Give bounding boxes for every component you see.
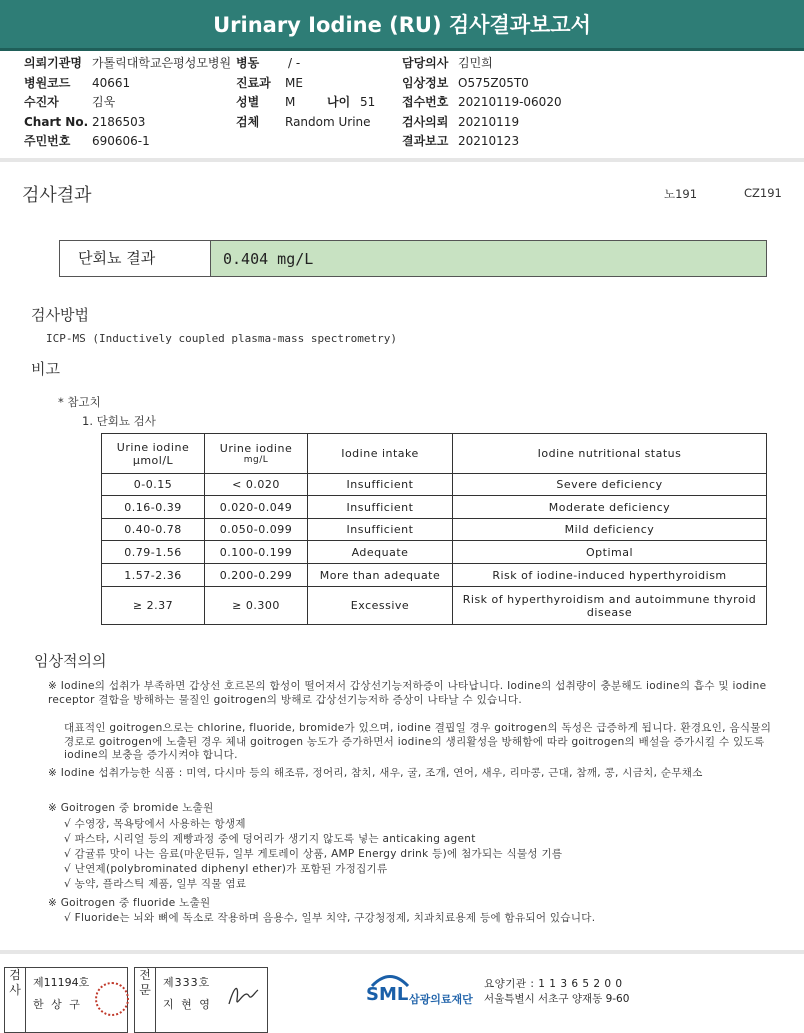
method-title: 검사방법 [31, 306, 89, 324]
header-mg [205, 434, 308, 474]
table-row [102, 496, 767, 519]
cell: < 0.020 [205, 474, 308, 496]
table-header-row [102, 434, 767, 474]
hospital-code-value: 40661 [92, 75, 131, 90]
header-umol [102, 434, 205, 474]
header-status: Iodine nutritional status [453, 434, 767, 474]
report-date-label: 결과보고 [402, 134, 449, 148]
cell: Excessive [308, 587, 453, 625]
request-date-label: 검사의뢰 [402, 114, 449, 129]
header-intake: Iodine intake [308, 434, 453, 474]
cell: Severe deficiency [453, 474, 767, 496]
list-item: √ 농약, 플라스틱 제품, 일부 직물 염료 [64, 878, 247, 890]
specimen-label: 검체 [236, 114, 260, 129]
info-col-3 [402, 54, 562, 152]
bromide-title: ※ Goitrogen 중 bromide 노출원 [48, 802, 214, 814]
cell: Insufficient [308, 496, 453, 519]
patient-value: 김욱 [92, 95, 116, 109]
physician-value: 김민희 [458, 56, 493, 70]
table-row [102, 587, 767, 625]
clinical-info-value: O575Z05T0 [458, 75, 529, 90]
table-row [102, 474, 767, 496]
divider [0, 158, 804, 162]
result-label: 단회뇨 결과 [60, 241, 211, 276]
signature-box-2-label: 전문 [135, 968, 156, 1032]
id-label: 주민번호 [24, 134, 71, 148]
address: 서울특별시 서초구 양재동 9-60 [484, 993, 630, 1005]
logo-text: SML [366, 984, 409, 1005]
footer-divider [0, 950, 804, 954]
list-item: √ 파스타, 시리얼 등의 제빵과정 중에 덩어리가 생기지 않도록 넣는 anticaking agent [64, 833, 476, 845]
report-title: Urinary Iodine (RU) 검사결과보고서 [0, 0, 804, 51]
age-label: 나이 [327, 95, 351, 109]
request-date-value: 20210119 [458, 114, 520, 129]
accession-label: 접수번호 [402, 95, 449, 109]
clinical-title: 임상적의의 [34, 652, 107, 670]
cell: Optimal [453, 541, 767, 564]
signature-box-1-name: 한 상 구 [33, 998, 82, 1011]
header-umol-line1: Urine iodine [116, 440, 190, 454]
remarks-title: 비고 [31, 360, 60, 378]
cell: 0.050-0.099 [205, 519, 308, 541]
cell: 0.79-1.56 [102, 541, 205, 564]
signature-box-2-number: 제333호 [163, 976, 211, 989]
bromide-list [64, 817, 562, 892]
ward-value: / - [288, 56, 301, 70]
result-value: 0.404 mg/L [211, 241, 766, 276]
chart-label: Chart No. [24, 114, 89, 129]
dept-value: ME [285, 75, 303, 90]
clinical-paragraph-2: 대표적인 goitrogen으로는 chlorine, fluoride, bromide가 있으며, iodine 결핍일 경우 goitrogen의 독성은 급증하게 됩니다. 환경요인, 음식물의 경로로 goitrogen에 노출된 경우 체내 goitrogen 농도가 증가하면서 iodine의 생리활성을 방해함에 따라 goitrogen의 배설을 증가시킬 수 있도록 iodine의 보충을 증가시켜야 합니다. [64, 722, 772, 761]
signature-box-1-number: 제11194호 [33, 976, 90, 989]
report-date-value: 20210123 [458, 134, 520, 148]
cell: 0.020-0.049 [205, 496, 308, 519]
institution-label: 의뢰기관명 [24, 56, 82, 70]
dept-label: 진료과 [236, 75, 271, 90]
list-item: √ 감귤류 맛이 나는 음료(마운틴듀, 일부 게토레이 상품, AMP Energy drink 등)에 첨가되는 식물성 기름 [64, 848, 563, 860]
table-row [102, 564, 767, 587]
clinical-info-label: 임상정보 [402, 75, 449, 90]
signature-box-1 [4, 967, 128, 1033]
accession-value: 20210119-06020 [458, 95, 562, 109]
cell: ≥ 2.37 [102, 587, 205, 625]
company-name: 삼광의료재단 [409, 993, 473, 1006]
signature-box-1-label: 검사 [5, 968, 26, 1032]
reference-table [101, 433, 767, 625]
cell: Moderate deficiency [453, 496, 767, 519]
cell: ≥ 0.300 [205, 587, 308, 625]
sex-value: M [285, 95, 296, 109]
cell: Insufficient [308, 474, 453, 496]
cell: 0.40-0.78 [102, 519, 205, 541]
info-col-1 [24, 54, 231, 152]
cell: 0-0.15 [102, 474, 205, 496]
table-row [102, 519, 767, 541]
cell: More than adequate [308, 564, 453, 587]
code-2: CZ191 [744, 186, 782, 200]
fluoride-list [64, 912, 595, 926]
footer [0, 963, 804, 1031]
cell: 0.200-0.299 [205, 564, 308, 587]
signature-box-2 [134, 967, 268, 1033]
id-value: 690606-1 [92, 134, 150, 148]
list-item: √ Fluoride는 뇌와 뼈에 독소로 작용하며 음용수, 일부 치약, 구강청정제, 치과치료용제 등에 함유되어 있습니다. [64, 912, 596, 924]
specimen-value: Random Urine [285, 114, 371, 129]
institution-value: 가톨릭대학교은평성모병원 [92, 56, 232, 70]
result-box [59, 240, 767, 277]
header-umol-line2: μmol/L [132, 453, 174, 467]
cell: 0.100-0.199 [205, 541, 308, 564]
clinical-paragraph-3: ※ Iodine 섭취가능한 식품 : 미역, 다시마 등의 해조류, 정어리, 참치, 새우, 굴, 조개, 연어, 새우, 리마콩, 근대, 참깨, 콩, 시금치, 순무채소 [48, 767, 703, 779]
cell: 0.16-0.39 [102, 496, 205, 519]
age-value: 51 [360, 95, 376, 109]
patient-label: 수진자 [24, 95, 59, 109]
reference-heading: * 참고치 [58, 395, 101, 409]
method-text: ICP-MS (Inductively coupled plasma-mass spectrometry) [46, 332, 397, 345]
code-1: 노191 [664, 187, 698, 201]
physician-label: 담당의사 [402, 56, 449, 70]
cell: 1.57-2.36 [102, 564, 205, 587]
sex-label: 성별 [236, 95, 260, 109]
results-title: 검사결과 [22, 185, 92, 206]
cell: Insufficient [308, 519, 453, 541]
seal-stamp-icon [95, 982, 129, 1016]
fluoride-title: ※ Goitrogen 중 fluoride 노출원 [48, 897, 211, 909]
cell: Risk of iodine-induced hyperthyroidism [453, 564, 767, 587]
reference-subheading: 1. 단회뇨 검사 [82, 414, 156, 428]
chart-value: 2186503 [92, 114, 146, 129]
list-item: √ 수영장, 목욕탕에서 사용하는 항생제 [64, 818, 246, 830]
agency-number: 요양기관 : 1 1 3 6 5 2 0 0 [484, 978, 623, 990]
header-mg-line1: Urine iodine [219, 442, 293, 455]
table-row [102, 541, 767, 564]
signature-box-2-name: 지 현 영 [163, 998, 212, 1011]
list-item: √ 난연제(polybrominated diphenyl ether)가 포함된 가정집기류 [64, 863, 388, 875]
cell: Adequate [308, 541, 453, 564]
header-mg-line2: mg/L [243, 455, 269, 465]
hospital-code-label: 병원코드 [24, 75, 71, 90]
cell: Mild deficiency [453, 519, 767, 541]
clinical-paragraph-1: ※ Iodine의 섭취가 부족하면 갑상선 호르몬의 합성이 떨어져서 갑상선기능저하증이 나타납니다. Iodine의 섭취량이 충분해도 iodine의 흡수 및 iodine receptor 결합을 방해하는 물질인 goitrogen의 방해로 갑상선기능저하 증상이 나타날 수 있습니다. [48, 680, 767, 706]
ward-label: 병동 [236, 56, 260, 70]
info-col-2 [236, 54, 375, 132]
cell: Risk of hyperthyroidism and autoimmune thyroid disease [453, 587, 767, 625]
signature-icon [225, 982, 261, 1010]
